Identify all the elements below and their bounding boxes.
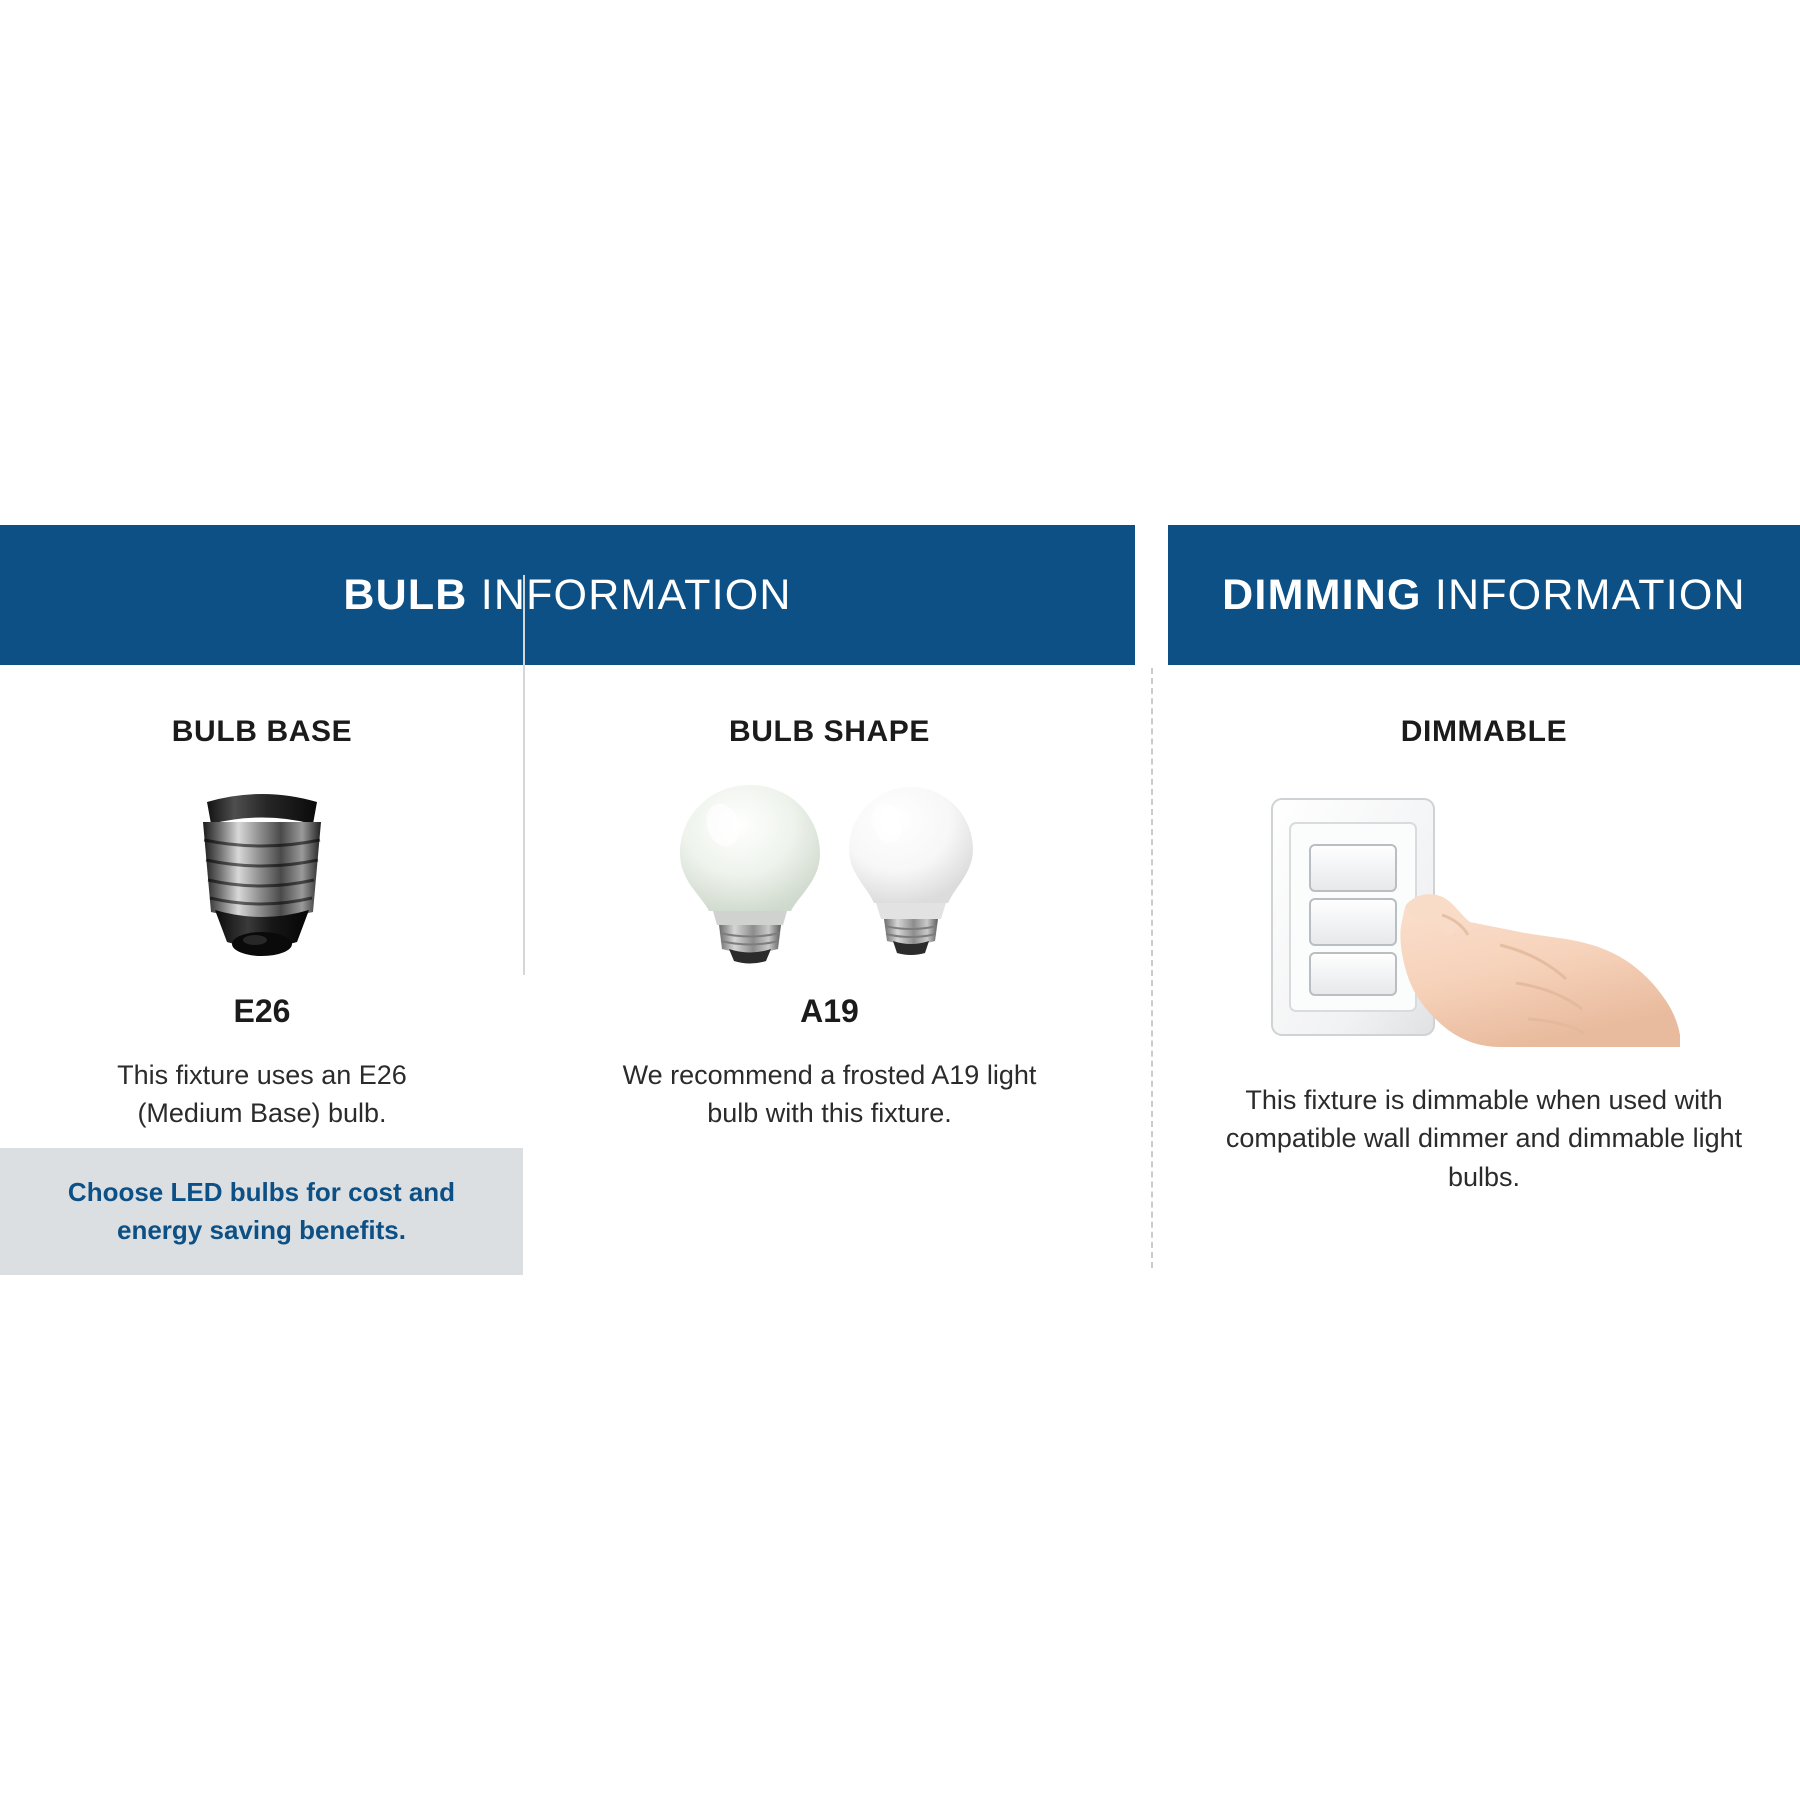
bulb-shape-title: BULB SHAPE — [728, 715, 930, 748]
dimming-information-title-light: INFORMATION — [1421, 570, 1746, 619]
bulb-base-description: This fixture uses an E26 (Medium Base) bulb. — [117, 1060, 407, 1129]
bulb-base-title: BULB BASE — [171, 715, 353, 748]
bulb-base-value: E26 — [233, 993, 291, 1029]
bulb-base-column — [0, 665, 524, 1133]
dimming-information-panel — [1168, 525, 1800, 1196]
dimming-information-title-bold: DIMMING — [1222, 570, 1422, 619]
dimmable-title: DIMMABLE — [1400, 715, 1568, 748]
dimmable-figure — [1168, 777, 1800, 1057]
panel-divider — [1151, 668, 1153, 1268]
bulb-shape-a19-icon — [665, 777, 995, 967]
bulb-shape-figure — [524, 777, 1135, 967]
wall-dimmer-hand-icon — [1254, 787, 1714, 1047]
bulb-column-separator — [523, 575, 525, 975]
bulb-base-figure — [0, 777, 524, 967]
dimming-information-header — [1168, 525, 1800, 665]
bulb-information-title — [343, 571, 791, 620]
bulb-base-e26-icon — [167, 782, 357, 967]
bulb-shape-description: We recommend a frosted A19 light bulb with this fixture. — [622, 1060, 1037, 1129]
dimmable-section — [1168, 665, 1800, 1196]
dimmable-description: This fixture is dimmable when used with compatible wall dimmer and dimmable light bulbs. — [1225, 1085, 1743, 1192]
bulb-information-panel — [0, 525, 1135, 1133]
dimming-information-title — [1222, 571, 1746, 620]
bulb-information-title-bold: BULB — [343, 570, 468, 619]
bulb-information-title-light: INFORMATION — [467, 570, 792, 619]
led-tip-callout: Choose LED bulbs for cost and energy saving benefits. — [0, 1148, 523, 1275]
bulb-columns — [0, 665, 1135, 1133]
bulb-information-header — [0, 525, 1135, 665]
bulb-shape-value: A19 — [800, 993, 859, 1029]
bulb-shape-column — [524, 665, 1135, 1133]
